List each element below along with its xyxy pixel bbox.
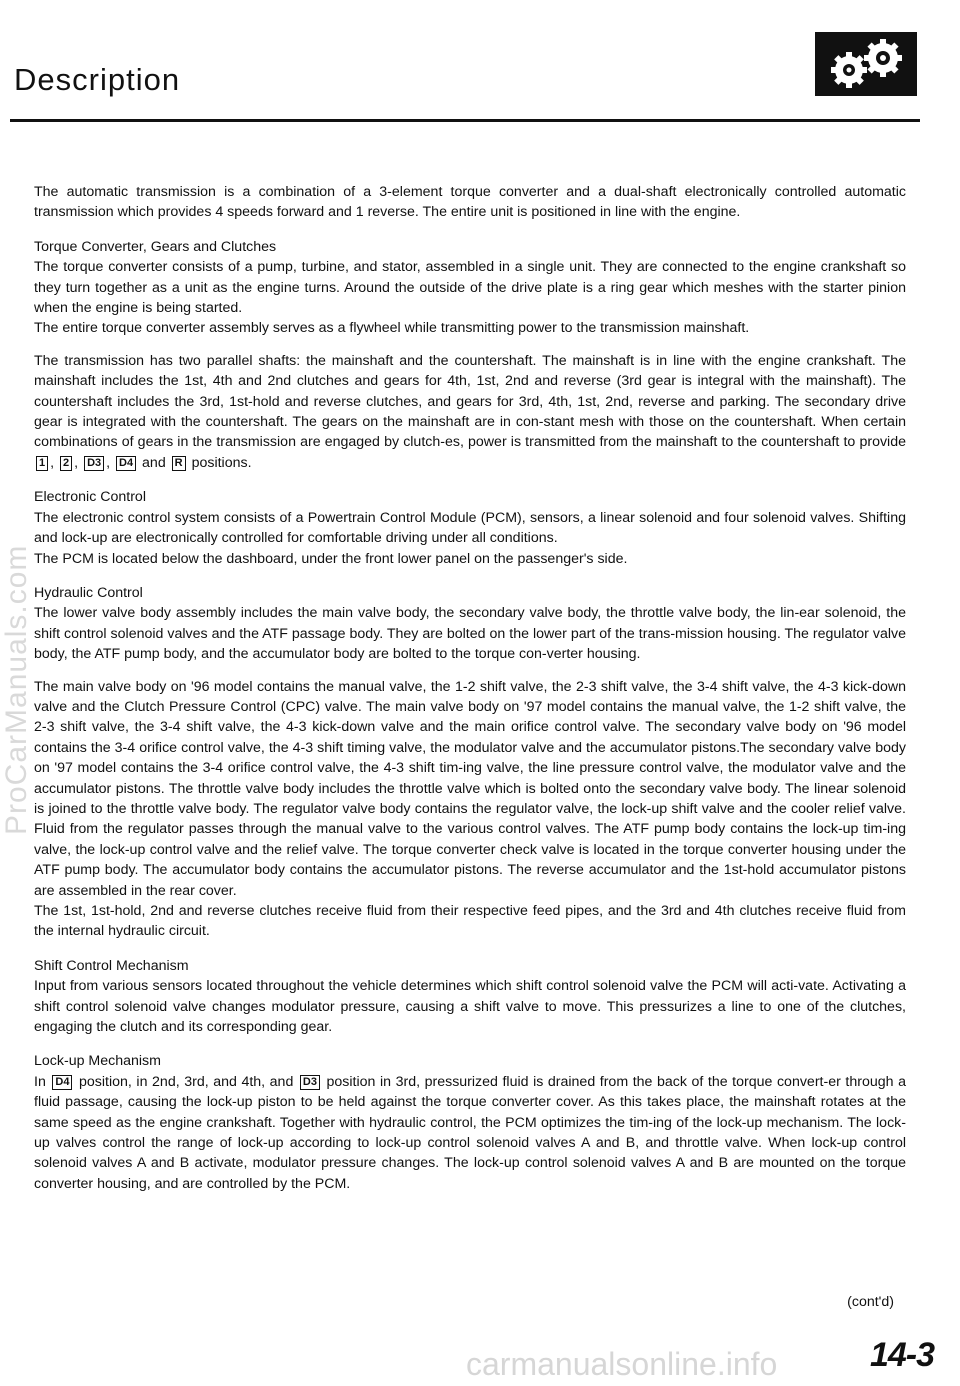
- hydraulic-paragraph-1: The lower valve body assembly includes the main valve body, the secondary valve body, the throttle valve body, the lin-ear solenoid, the shift control solenoid valves and the ATF passage body. They are bolted on the lower part of the trans-mission housing. The regulator valve body, the ATF pump body, and the accumulator body are bolted to the torque con-verter housing.: [34, 605, 906, 663]
- page-title: Description: [14, 62, 181, 97]
- positions-word: positions.: [191, 454, 252, 471]
- torque-paragraph-3: [34, 351, 906, 473]
- lockup-rest-text: position in 3rd, pressurized fluid is drained from the back of the torque convert-er through a fluid passage, causing the lock-up piston to be held against the torque converter cover. As this takes place, the mainshaft rotates at the same speed as the engine crankshaft. Together with hydraulic control, the PCM optimizes the tim-ing of the lock-up mechanism. The lock-up valves control the range of lock-up according to lock-up control solenoid valves A and B, and throttle valve. When lock-up control solenoid valves A and B activate, modulator pressure changes. The lock-up control solenoid valves A and B are mounted on the torque converter housing, and are controlled by the PCM.: [34, 1073, 906, 1192]
- watermark-bottom: carmanualsonline.info: [466, 1346, 778, 1382]
- heading-hydraulic: Hydraulic Control: [34, 584, 143, 601]
- heading-electronic: Electronic Control: [34, 489, 146, 506]
- title-rule: [10, 119, 920, 122]
- shift-paragraph-1: Input from various sensors located throughout the vehicle determines which shift control solenoid valve the PCM will acti-vate. Activating a shift control solenoid valve changes modulator pressure, causing a shift valve to move. This pressurizes a line to one of the clutches, engaging the clutch and its corresponding gear.: [34, 978, 906, 1036]
- position-2-badge: 2: [60, 456, 72, 471]
- in-word: In: [34, 1073, 46, 1090]
- lockup-mid-text: position, in 2nd, 3rd, and 4th, and: [79, 1073, 294, 1090]
- intro-paragraph: The automatic transmission is a combination of a 3-element torque converter and a dual-shaft electronically controlled automatic transmission which provides 4 speeds forward and 1 reverse. The entire unit is positioned in line with the engine.: [34, 184, 906, 221]
- position-1-badge: 1: [36, 456, 48, 471]
- torque-paragraph-2: The entire torque converter assembly serves as a flywheel while transmitting power to the transmission mainshaft.: [34, 320, 750, 337]
- d4-badge: D4: [52, 1075, 72, 1090]
- d3-badge: D3: [300, 1075, 320, 1090]
- position-d3-badge: D3: [84, 456, 104, 471]
- sep: ,: [106, 454, 111, 471]
- continued-label: (cont'd): [847, 1294, 894, 1310]
- heading-torque: Torque Converter, Gears and Clutches: [34, 238, 277, 255]
- heading-lockup: Lock-up Mechanism: [34, 1053, 161, 1070]
- position-d4-badge: D4: [116, 456, 136, 471]
- torque-paragraph-1: The torque converter consists of a pump, turbine, and stator, assembled in a single unit. They are connected to the engine crankshaft so they turn together as a unit as the engine turns. Around the outside of the drive plate is a ring gear which meshes with the starter pinion when the engine is being started.: [34, 259, 906, 317]
- sep: ,: [50, 454, 55, 471]
- and-word: and: [142, 454, 166, 471]
- position-r-badge: R: [172, 456, 186, 471]
- electronic-paragraph-1: The electronic control system consists of a Powertrain Control Module (PCM), sensors, a linear solenoid and four solenoid valves. Shifting and lock-up are electronically controlled for comfortable driving under all conditions.: [34, 509, 906, 547]
- hydraulic-paragraph-2: The main valve body on '96 model contains the manual valve, the 1-2 shift valve, the 2-3 shift valve, the 3-4 shift valve, the 4-3 kick-down valve and the Clutch Pressure Control (CPC) valve. The main valve body on '97 model contains the manual valve, the 1-2 shift valve, the 2-3 shift valve, the 3-4 shift valve, the 4-3 kick-down valve and the main orifice control valve. The secondary valve body on '96 model contains the 3-4 orifice control valve, the 4-3 shift timing valve, the modulator valve and the accumulator pistons.The secondary valve body on '97 model contains the 3-4 orifice control valve, the 4-3 shift tim-ing valve, the line pressure control valve, the modulator valve and the accumulator pistons. The throttle valve body includes the throttle valve which is bolted onto the secondary valve body. The linear solenoid is joined to the throttle valve body. The regulator valve body contains the regulator valve, the lock-up shift valve and the cooler relief valve. Fluid from the regulator passes through the manual valve to the various control valves. The ATF pump body contains the lock-up tim-ing valve, the lock-up control valve and the relief valve. The torque converter check valve is located in the torque converter housing under the ATF pump body. The accumulator body contains the accumulator pistons. The reverse accumulator and the 1st-hold accumulator pistons are assembled in the rear cover.: [34, 678, 906, 899]
- lockup-paragraph-1: [34, 1072, 906, 1194]
- watermark-left-text: ProCarManuals.com: [0, 544, 33, 835]
- hydraulic-paragraph-3: The 1st, 1st-hold, 2nd and reverse clutches receive fluid from their respective feed pipes, and the 3rd and 4th clutches receive fluid from the internal hydraulic circuit.: [34, 903, 906, 940]
- gears-icon: [815, 32, 917, 96]
- electronic-paragraph-2: The PCM is located below the dashboard, under the front lower panel on the passenger's side.: [34, 550, 628, 567]
- torque-paragraph-3-text: The transmission has two parallel shafts: the mainshaft and the countershaft. The mainshaft is in line with the engine crankshaft. The mainshaft includes the 1st, 4th and 2nd clutches and gears for 4th, 1st, 2nd and reverse (3rd gear is integral with the mainshaft). The countershaft includes the 3rd, 1st-hold and reverse clutches, and gears for 3rd, 4th, 1st, 2nd, reverse and parking. The secondary drive gear is integrated with the countershaft. The gears on the mainshaft are in con-stant mesh with those on the countershaft. When certain combinations of gears in the transmission are engaged by clutch-es, power is transmitted from the mainshaft to the countershaft to provide: [34, 352, 906, 451]
- body-text: [34, 182, 906, 1194]
- heading-shift: Shift Control Mechanism: [34, 957, 189, 974]
- page-number: 14-3: [869, 1336, 934, 1374]
- sep: ,: [74, 454, 79, 471]
